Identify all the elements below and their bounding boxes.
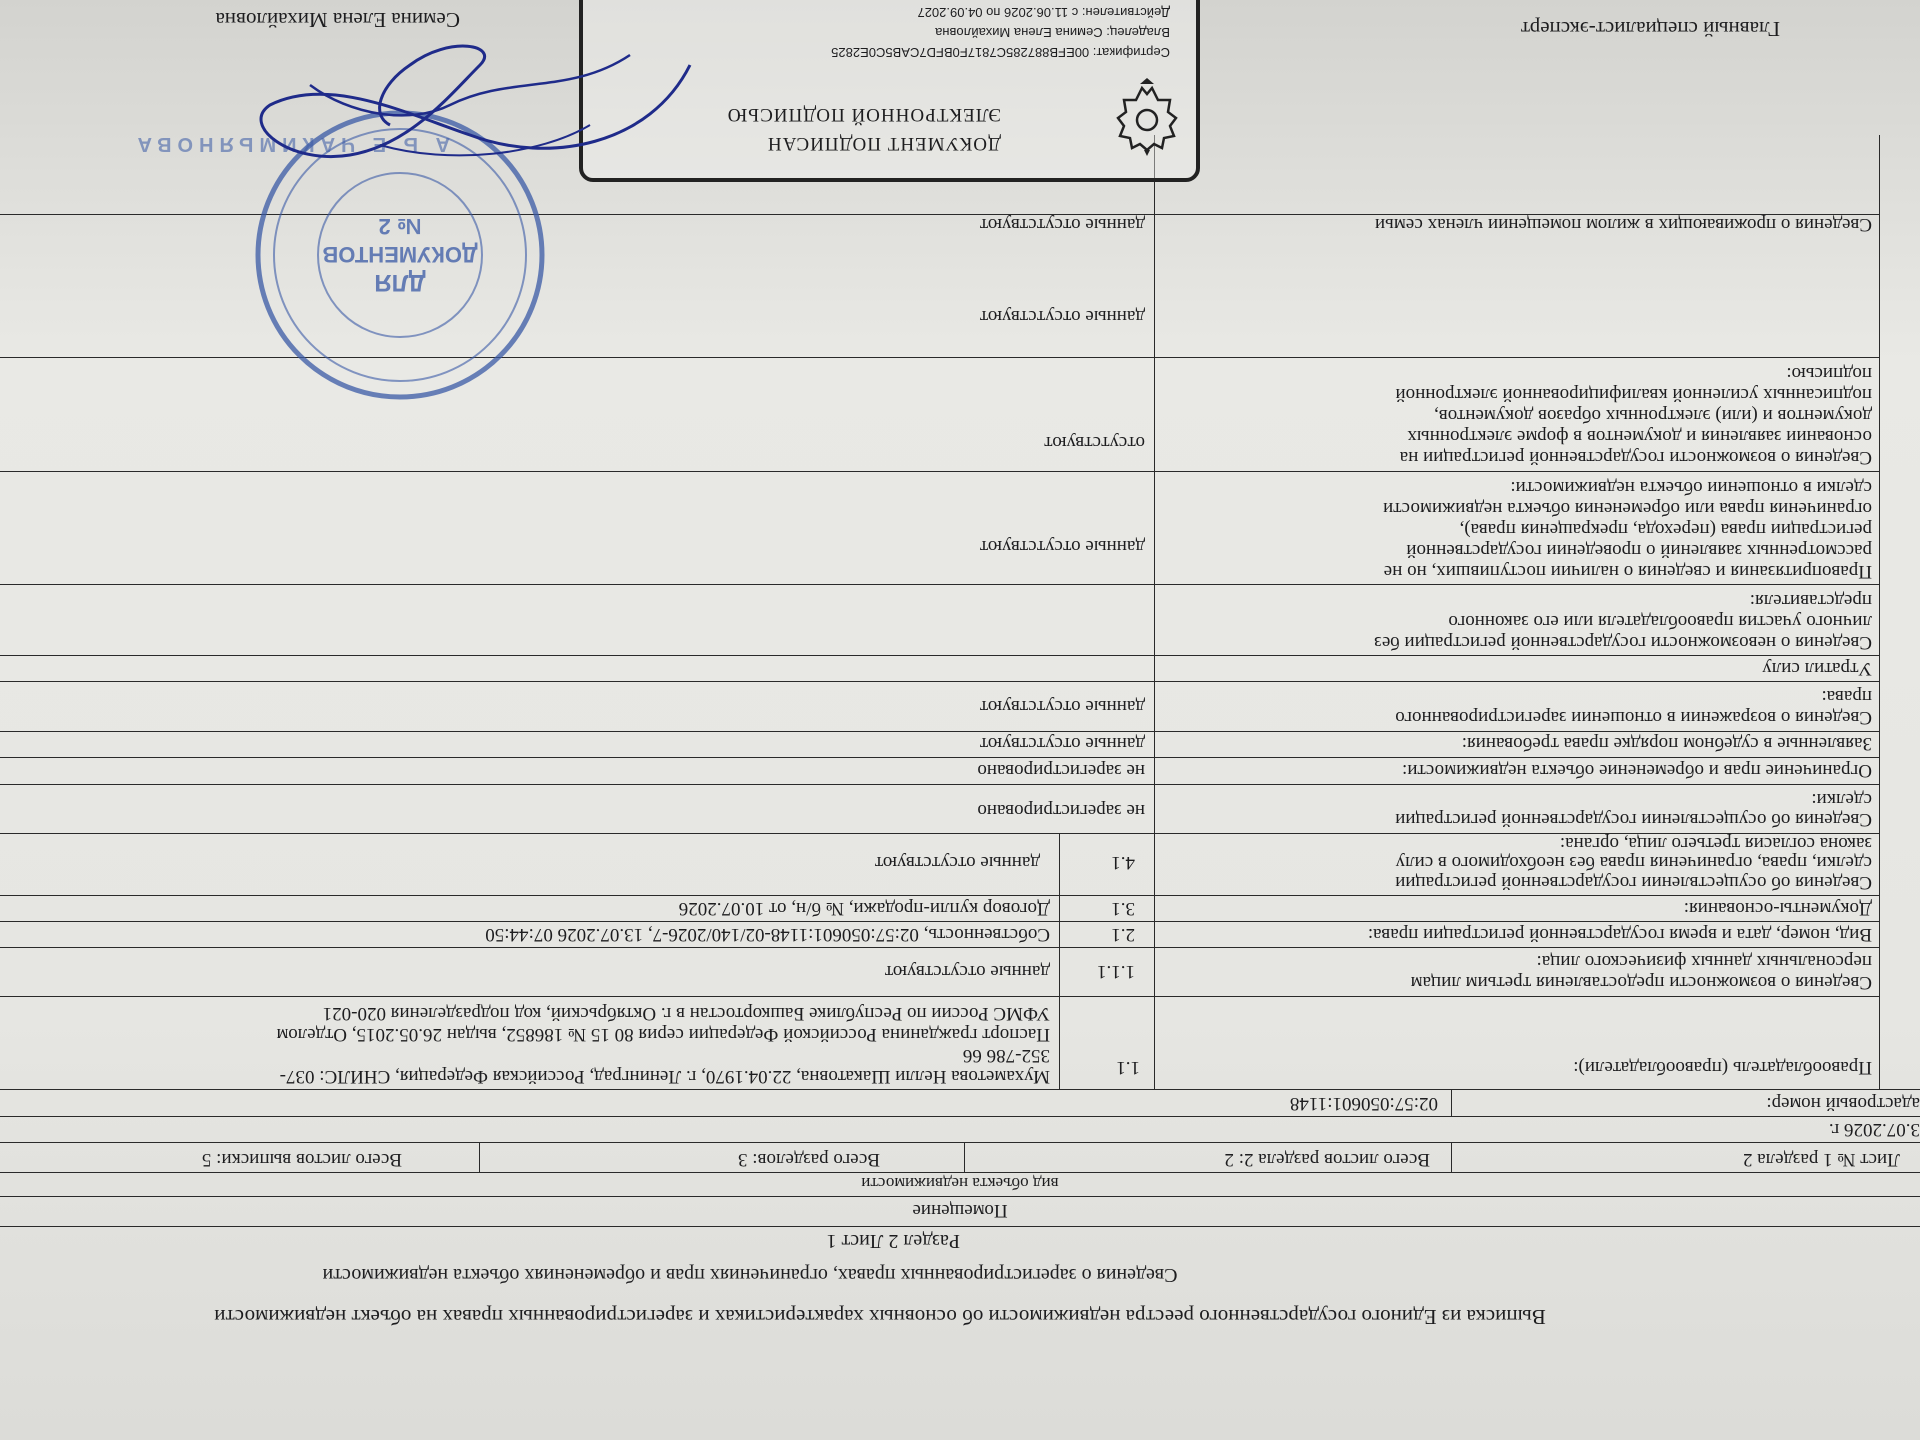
rule (1451, 1143, 1452, 1173)
encumbrance-label: Ограничение прав и обременение объекта недвижимости: (1402, 760, 1872, 781)
pending-value: отсутствуют (1044, 432, 1145, 453)
rule (0, 833, 1880, 834)
residents-label: Сведения о проживающих в жилом помещении членах семьи (1374, 214, 1872, 235)
objections-value: данные отсутствуют (979, 696, 1145, 717)
consent-label-1: Сведения об осуществлении государственной регистрации (1395, 872, 1872, 893)
rule (0, 921, 1880, 922)
basis-label: Документы-основания: (1683, 898, 1872, 919)
consent-value: данные отсутствуют (874, 852, 1040, 873)
rule (0, 1196, 1920, 1197)
rule (0, 996, 1880, 997)
electronic-label-1: Сведения о возможности государственной регистрации на (1399, 447, 1872, 468)
holder-line-3: Паспорт гражданина Российской Федерации серия 80 15 № 186852, выдан 26.05.2015, Отделом (276, 1024, 1050, 1045)
rule (0, 655, 1880, 656)
holder-line-2: 352-786 66 (962, 1045, 1050, 1066)
rule (1059, 834, 1060, 922)
rule (0, 784, 1880, 785)
basis-value: Договор купли-продажи, № б/н, от 10.07.2026 (678, 898, 1050, 919)
rule (0, 1142, 1920, 1143)
objections-label-1: Сведения о возражении в отношении зарегистрированного (1395, 707, 1872, 728)
eds-title-1: ДОКУМЕНТ ПОДПИСАН (766, 133, 1001, 154)
object-type-caption: вид объекта недвижимости (861, 1174, 1059, 1193)
sections-total: Всего разделов: 3 (737, 1149, 880, 1170)
third-party-value: данные отсутствуют (884, 961, 1050, 982)
no-personal-label-2: личного участия правообладателя или его законного (1448, 611, 1872, 632)
claims-value: данные отсутствуют (979, 733, 1145, 754)
section-number: Раздел 2 Лист 1 (826, 1230, 960, 1252)
rule (0, 947, 1880, 948)
encumbrance-value: не зарегистрировано (977, 760, 1145, 781)
consent-label-3: закона согласия третьего лица, органа: (1559, 833, 1872, 854)
electronic-label-2: основании заявления и документов в форме электронных (1407, 426, 1872, 447)
rule (479, 1143, 480, 1173)
consent-label-2: сделки, права, ограничения права без необходимого в силу (1395, 852, 1872, 873)
deal-value: не зарегистрировано (977, 800, 1145, 821)
sheets-total: Всего листов выписки: 5 (201, 1149, 402, 1170)
pending-label-5: сделки в отношении объекта недвижимости: (1510, 477, 1872, 498)
basis-num: 3.1 (1111, 898, 1135, 919)
right-num: 2.1 (1111, 924, 1135, 945)
objections-label-2: права: (1821, 686, 1872, 707)
section-title: Сведения о зарегистрированных правах, ограничениях прав и обременениях объекта недвижимости (322, 1264, 1178, 1286)
pending-label-2: рассмотренных заявлений о проведении государственной (1406, 540, 1872, 561)
claims-label: Заявленные в судебном порядке права требования: (1461, 733, 1872, 754)
eds-title-2: ЭЛЕКТРОННОЙ ПОДПИСЬЮ (726, 104, 1001, 125)
electronic-label-4: подписанных усиленной квалифицированной электронной (1395, 384, 1872, 405)
rule (0, 757, 1880, 758)
no-personal-value: данные отсутствуют (979, 536, 1145, 557)
lost-force: Утратил силу (1762, 658, 1872, 679)
rule (0, 1172, 1920, 1173)
rule (0, 1089, 1920, 1090)
pending-label-3: регистрации права (перехода, прекращения права), (1459, 519, 1872, 540)
eds-valid: Действителен: с 11.06.2026 по 04.09.2027 (917, 5, 1170, 20)
no-personal-label-3: представителя: (1749, 590, 1872, 611)
no-personal-label-1: Сведения о невозможности государственной регистрации без (1374, 632, 1872, 653)
right-label: Вид, номер, дата и время государственной регистрации права: (1367, 924, 1872, 945)
coat-of-arms-icon (1112, 76, 1182, 158)
electronic-value: данные отсутствуют (979, 306, 1145, 327)
electronic-label-5: подписью: (1786, 363, 1872, 384)
deal-label-1: Сведения об осуществлении государственной регистрации (1395, 809, 1872, 830)
stamp-text-1: ДЛЯ (374, 269, 426, 296)
rule (0, 681, 1880, 682)
rule (0, 731, 1880, 732)
holder-line-4: УФМС России по Республике Башкортостан в г. Октябрьский, код подразделения 020-021 (322, 1003, 1050, 1024)
rule (964, 1143, 965, 1173)
signer-position: Главный специалист-эксперт (1520, 17, 1780, 41)
object-type: Помещение (912, 1200, 1008, 1221)
stamp-text-2: ДОКУМЕНТОВ (322, 242, 478, 267)
date-fragment: 3.07.2026 г. (1828, 1119, 1920, 1140)
third-party-label-2: персональных данных физического лица: (1536, 951, 1872, 972)
rule (0, 471, 1880, 472)
right-value: Собственность, 02:57:050601:1148-02/140/2026-7, 13.07.2026 07:44:50 (485, 924, 1050, 945)
residents-value: данные отсутствуют (979, 214, 1145, 235)
rule (0, 1226, 1920, 1227)
deal-label-2: сделки: (1811, 789, 1872, 810)
electronic-label-3: документов и (или) электронных образов документов, (1433, 405, 1872, 426)
rule (1451, 1090, 1452, 1117)
eds-owner: Владелец: Семина Елена Михайловна (935, 25, 1170, 40)
signer-name: Семина Елена Михайловна (215, 8, 460, 32)
cadastral-number: 02:57:050601:1148 (1289, 1093, 1438, 1114)
holder-num: 1.1 (1116, 1057, 1140, 1078)
holder-label: Правообладатель (правообладатели): (1573, 1057, 1872, 1078)
rule (0, 895, 1880, 896)
holder-line-1: Мухаметова Нелли Шакатовна, 22.04.1970, г. Ленинград, Российская Федерация, СНИЛС: 037- (279, 1066, 1050, 1087)
eds-certificate: Сертификат: 00EFB887285C7817F0BFD7CAB5C0E2825 (831, 45, 1170, 60)
handwritten-signature (240, 25, 710, 185)
stamp-watermark: А Ь Е ЧАКИМЬЯНОВА (131, 133, 450, 155)
rule (0, 1116, 1920, 1117)
cadastral-label: адастровый номер: (1766, 1093, 1920, 1114)
pending-label-4: ограничения права или обременения объекта недвижимости (1383, 498, 1872, 519)
rule (0, 584, 1880, 585)
sheet-number: Лист № 1 раздела 2 (1742, 1149, 1900, 1170)
third-party-num: 1.1.1 (1097, 961, 1135, 982)
pending-label-1: Правопритязания и сведения о наличии поступивших, но не (1383, 561, 1872, 582)
document-title: Выписка из Единого государственного реестра недвижимости об основных характеристиках и зарегистрированных правах на объект недвижимости (214, 1305, 1546, 1329)
third-party-label-1: Сведения о возможности предоставления третьим лицам (1410, 972, 1872, 993)
sheets-in-section: Всего листов раздела 2: 2 (1224, 1149, 1430, 1170)
stamp-text-3: № 2 (378, 214, 422, 239)
consent-num: 4.1 (1111, 852, 1135, 873)
